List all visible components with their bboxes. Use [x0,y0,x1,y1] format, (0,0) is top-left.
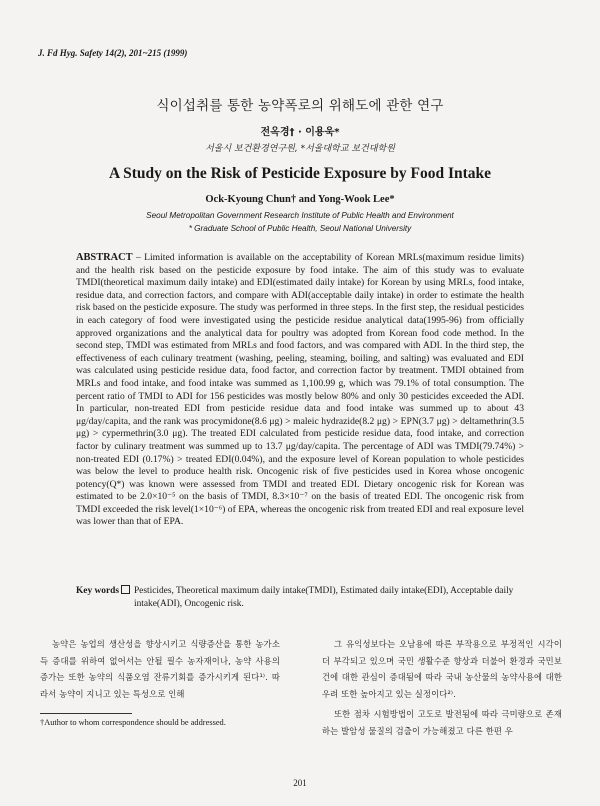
checkbox-square-icon [121,585,130,594]
english-title: A Study on the Risk of Pesticide Exposure by Food Intake [108,165,492,182]
english-affiliation-1: Seoul Metropolitan Government Research Institute of Public Health and Environment [146,211,454,220]
abstract [76,252,524,529]
body-column-left [40,636,280,702]
body-paragraph: 농약은 농업의 생산성을 향상시키고 식량증산을 통한 농가소득 증대를 위하여 없어서는 안될 필수 농자재이나, 농약 사용의 증가는 또한 농약의 식품오염 잔류기회를 증가시키게 된다¹⁾. 따라서 농약이 지니고 있는 특성으로 인해 [40,639,280,699]
abstract-text: – Limited information is available on the acceptability of Korean MRLs(maximum residue limits) and the health risk based on the pesticide exposure by food intake. The aim of this study was to evaluate TMDI(theoretical maximum daily intake) and EDI(estimated daily intake) for Korean by using MRLs, food intake, residue data, and correction factors, and compare with ADI(acceptable daily intake) in order to estimate the health risk based on the pesticide exposure. The study was performed in three steps. In the first step, the residual pesticides in each category of food were investigated using the pesticide residue analytical data(1995-96) from officially approved organizations and the analytical data for poultry was adopted from Korean food code method. In the second step, TMDI was estimated from MRLs and food factors, and was compared with ADI. In the third step, the effectiveness of each culinary treatment (washing, peeling, steaming, boiling, and salting) was evaluated and EDI was calculated using pesticide residue data, food factor, and correction factor by treatment. TMDI obtained from MRLs and food intake, and food intake was summed as 1,100.99 g, which was 79.1% of total consumption. The percent ratio of TMDI to ADI for 156 pesticides was mostly below 80% and only 30 pesticides exceeded the ADI. In particular, non-treated EDI from pesticide residue data and food intake was summed up to about 43 μg/day/capita, and the rank was procymidone(8.6 μg) > maleic hydrazide(8.2 μg) > EPN(3.7 μg) > deltamethrin(3.5 μg) > cypermethrin(3.0 μg). The treated EDI calculated from pesticide residue data, food intake, and correction factor by culinary treatment was summed up to 13.7 μg/day/capita. The percentage of ADI was TMDI(79.74%) > non-treated EDI (0.17%) > treated EDI(0.04%), and the exposure level of Korean population to whole pesticides was below the level to produce health risk. Oncogenic risk of five pesticides used in Korea whose oncogenic potency(Q*) was known were assessed from TMDI and treated EDI. Dietary oncogenic risk for Korean was estimated to be 2.0×10⁻⁵ on the basis of TMDI, 8.3×10⁻⁷ on the basis of treated EDI. The oncogenic risk from TMDI exceeded the risk level(1×10⁻⁶) of EPA, whereas the oncogenic risk from treated EDI and real exposure level was lower than that of EPA. [76,252,524,528]
footnote-divider [40,713,132,714]
page-number: 201 [293,778,307,788]
abstract-label: ABSTRACT [76,252,133,263]
korean-affiliation: 서울시 보건환경연구원, *서울대학교 보건대학원 [205,144,395,154]
english-affiliation-2: * Graduate School of Public Health, Seoul National University [188,224,412,233]
keywords [76,585,524,611]
korean-authors: 전옥경† · 이용욱* [260,127,340,138]
body-paragraph: 그 유익성보다는 오남용에 따른 부작용으로 부정적인 시각이 더 부각되고 있으며 국민 생활수준 향상과 더불어 환경과 국민보건에 대한 관심이 증대됨에 따라 국내 농산물의 농약사용에 대한 우려 또한 높아지고 있는 실정이다²⁾. [322,639,562,699]
keywords-label: Key words [76,585,130,611]
english-authors: Ock-Kyoung Chun† and Yong-Wook Lee* [205,194,395,205]
footnote: †Author to whom correspondence should be addressed. [40,718,226,727]
journal-citation: J. Fd Hyg. Safety 14(2), 201~215 (1999) [38,48,188,58]
body-paragraph: 또한 점차 시험방법이 고도로 발전됨에 따라 극미량으로 존재하는 발암성 물질의 검출이 가능해졌고 다른 한편 우 [322,709,562,736]
body-column-right [322,636,562,740]
keywords-text: Pesticides, Theoretical maximum daily intake(TMDI), Estimated daily intake(EDI), Acceptable daily intake(ADI), Oncogenic risk. [133,586,514,609]
korean-title: 식이섭취를 통한 농약폭로의 위해도에 관한 연구 [156,98,444,114]
